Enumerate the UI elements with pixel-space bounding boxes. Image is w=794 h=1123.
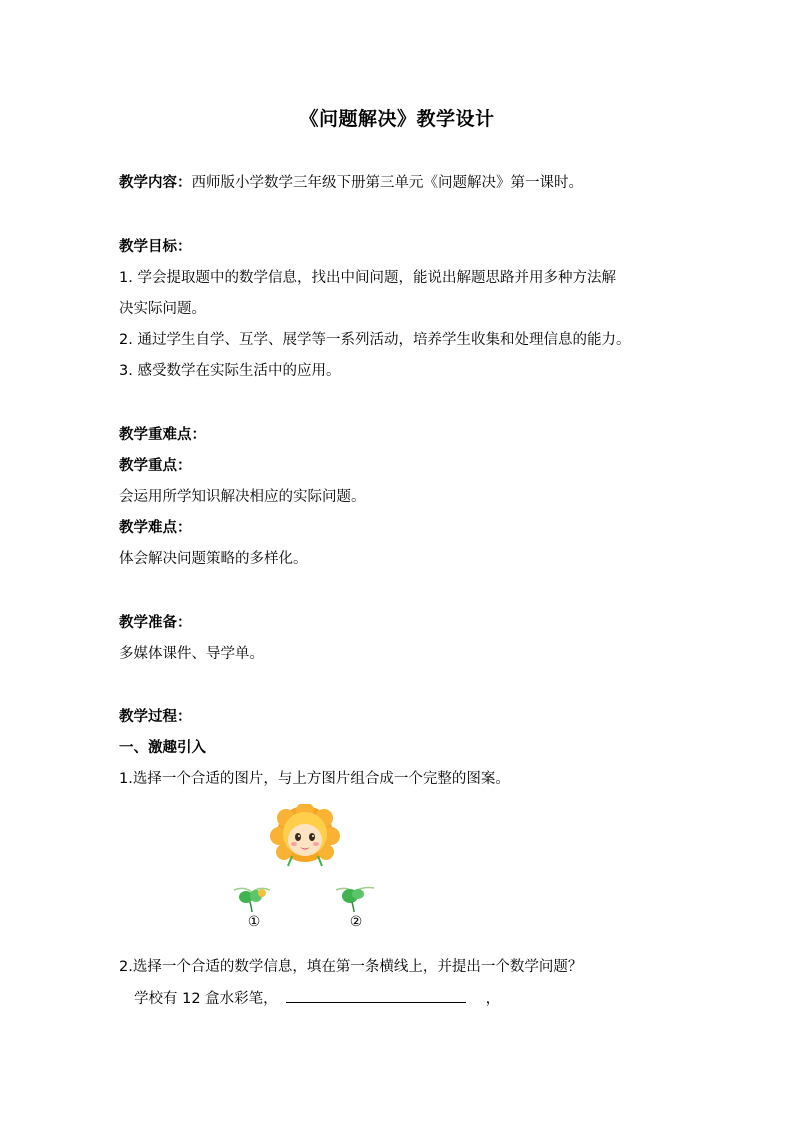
green-leaf-icon (230, 884, 276, 914)
option-1-label: ① (247, 914, 261, 930)
key-point-label: 教学重点： (119, 458, 192, 474)
step-2-prefix: 学校有 12 盒水彩笔， (134, 991, 278, 1007)
step-2-suffix: ， (485, 991, 501, 1007)
sunflower-face-icon (270, 804, 340, 872)
process-heading: 教学过程： (119, 709, 192, 725)
answer-blank[interactable] (286, 988, 466, 1003)
content-label: 教学内容： (119, 175, 192, 191)
step-2-fill-line (134, 988, 500, 1009)
step-2-text: 2.选择一个合适的数学信息，填在第一条横线上，并提出一个数学问题？ (119, 959, 583, 975)
difficulties-heading: 教学重难点： (119, 427, 206, 443)
content-text: 西师版小学数学三年级下册第三单元《问题解决》第一课时。 (191, 175, 583, 191)
green-leaf-icon (332, 884, 378, 914)
preparation-text: 多媒体课件、导学单。 (119, 646, 264, 662)
hard-point-text: 体会解决问题策略的多样化。 (119, 551, 308, 567)
key-point-text: 会运用所学知识解决相应的实际问题。 (119, 489, 366, 505)
objective-item-2: 2. 通过学生自学、互学、展学等一系列活动，培养学生收集和处理信息的能力。 (119, 332, 631, 348)
objectives-heading: 教学目标： (119, 239, 192, 255)
objective-item-1: 1. 学会提取题中的数学信息，找出中间问题，能说出解题思路并用多种方法解 (119, 270, 616, 286)
step-1-text: 1.选择一个合适的图片，与上方图片组合成一个完整的图案。 (119, 771, 510, 787)
page-title: 《问题解决》教学设计 (299, 108, 495, 130)
preparation-heading: 教学准备： (119, 615, 192, 631)
section-1-heading: 一、激趣引入 (119, 740, 206, 756)
option-2-label: ② (349, 914, 363, 930)
content-line (119, 173, 583, 193)
objective-item-1-cont: 决实际问题。 (119, 301, 206, 317)
hard-point-label: 教学难点： (119, 520, 192, 536)
objective-item-3: 3. 感受数学在实际生活中的应用。 (119, 363, 341, 379)
